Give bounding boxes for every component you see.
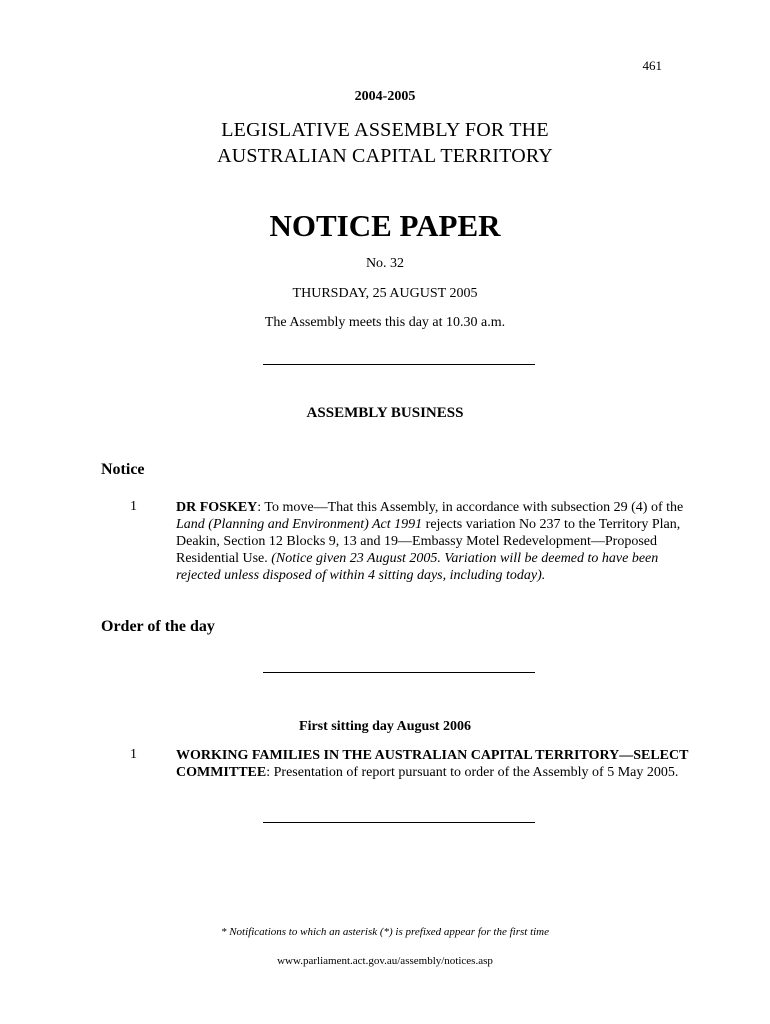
paper-number: No. 32: [365, 256, 405, 271]
assembly-title-line-2: AUSTRALIAN CAPITAL TERRITORY: [217, 145, 553, 167]
first-sitting-heading: First sitting day August 2006: [299, 719, 471, 734]
paper-date: THURSDAY, 25 AUGUST 2005: [292, 286, 478, 301]
member-name: DR FOSKEY: [176, 500, 258, 515]
notice-paper-title: NOTICE PAPER: [269, 208, 501, 243]
order-of-the-day-heading: Order of the day: [101, 618, 215, 635]
website-url: www.parliament.act.gov.au/assembly/notices.asp: [277, 955, 493, 967]
divider-rule: [263, 672, 535, 673]
notice-text-part-2: rejects variation No 237 to the Territory Plan, Deakin, Section 12 Blocks 9, 13 and 19—Embassy Motel Redevelopment—Proposed Residential Use.: [176, 517, 681, 566]
order-item-number: 1: [130, 747, 137, 762]
divider-rule: [263, 364, 535, 365]
footnote: * Notifications to which an asterisk (*) is prefixed appear for the first time: [220, 926, 550, 938]
notice-item-number: 1: [130, 499, 137, 514]
act-name: Land (Planning and Environment) Act 1991: [176, 517, 423, 532]
order-item-description: : Presentation of report pursuant to order of the Assembly of 5 May 2005.: [266, 765, 679, 780]
assembly-title-line-1: LEGISLATIVE ASSEMBLY FOR THE: [221, 119, 549, 141]
notice-text-part-1: : To move—That this Assembly, in accordance with subsection 29 (4) of the: [257, 500, 684, 515]
page-number: 461: [642, 58, 662, 73]
notice-item-text: [176, 499, 696, 584]
session-years: 2004-2005: [354, 89, 416, 104]
committee-title: WORKING FAMILIES IN THE AUSTRALIAN CAPITAL TERRITORY—SELECT COMMITTEE: [176, 748, 689, 780]
divider-rule: [263, 822, 535, 823]
notice-heading: Notice: [101, 461, 145, 478]
order-item-text: [176, 747, 696, 781]
business-heading: ASSEMBLY BUSINESS: [306, 405, 464, 421]
meeting-time: The Assembly meets this day at 10.30 a.m.: [264, 315, 506, 330]
notice-note: (Notice given 23 August 2005. Variation will be deemed to have been rejected unless disposed of within 4 sitting days, including today).: [176, 551, 659, 583]
